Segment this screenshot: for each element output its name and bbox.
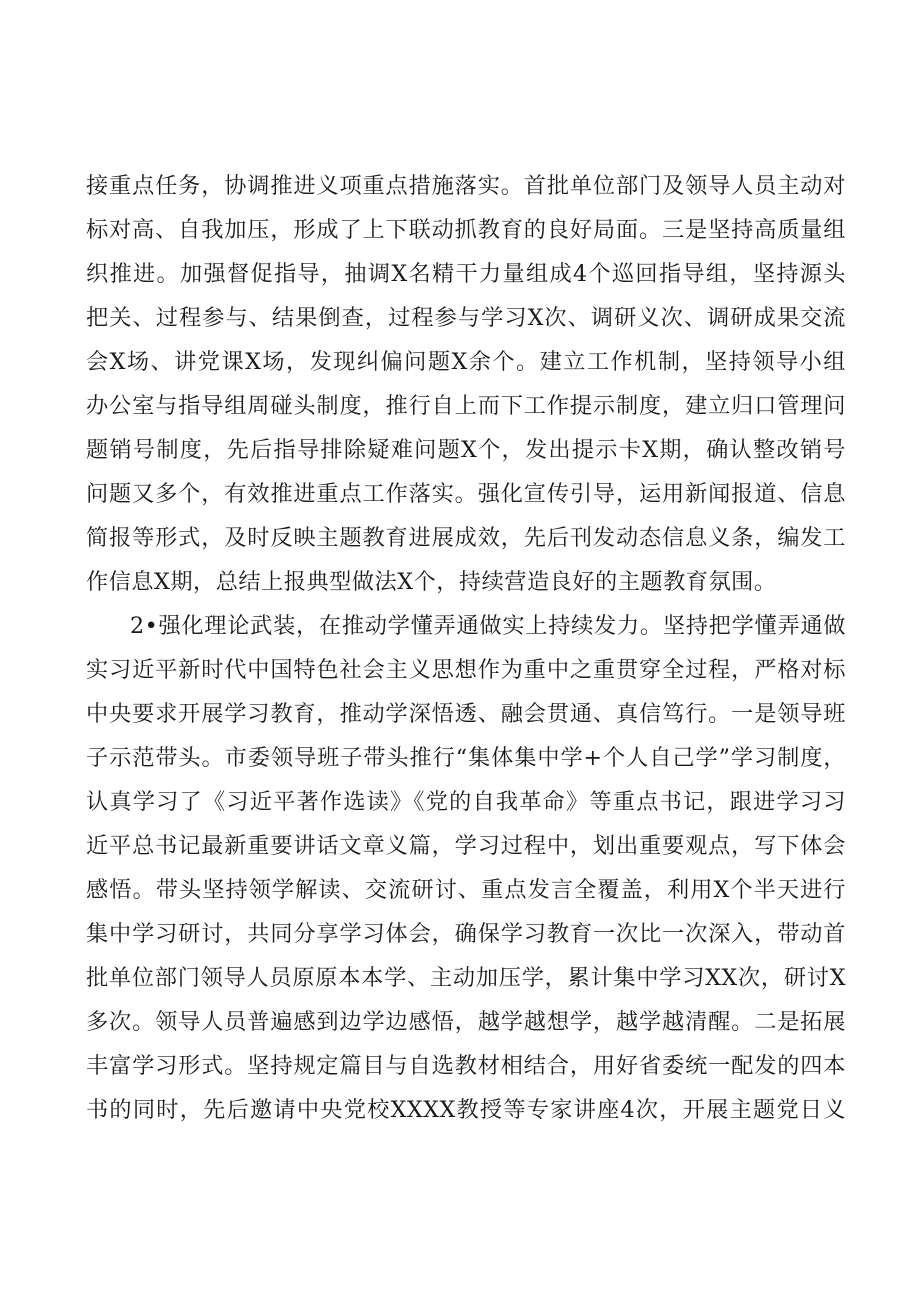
paragraph-line: 实习近平新时代中国特色社会主义思想作为重中之重贯穿全过程，严格对标: [86, 657, 846, 683]
paragraph-line: 认真学习了《习近平著作选读》《党的自我革命》等重点书记，跟进学习习: [86, 789, 846, 815]
paragraph-line: 办公室与指导组周碰头制度，推行自上而下工作提示制度，建立归口管理问: [86, 393, 846, 419]
paragraph-line: 简报等形式，及时反映主题教育进展成效，先后刊发动态信息义条，编发工: [86, 525, 846, 551]
paragraph-line: 多次。领导人员普遍感到边学边感悟，越学越想学，越学越清醒。二是拓展: [86, 1009, 846, 1035]
document-body: [86, 164, 846, 1132]
paragraph-line: 题销号制度，先后指导排除疑难问题X个，发出提示卡X期，确认整改销号: [86, 437, 846, 463]
paragraph-line: 织推进。加强督促指导，抽调X名精干力量组成4个巡回指导组，坚持源头: [86, 261, 846, 287]
paragraph-line: 会X场、讲党课X场，发现纠偏问题X余个。建立工作机制，坚持领导小组: [86, 349, 846, 375]
paragraph-line: 集中学习研讨，共同分享学习体会，确保学习教育一次比一次深入，带动首: [86, 921, 846, 947]
paragraph-line: 感悟。带头坚持领学解读、交流研讨、重点发言全覆盖，利用X个半天进行: [86, 877, 846, 903]
paragraph-line: 问题又多个，有效推进重点工作落实。强化宣传引导，运用新闻报道、信息: [86, 481, 846, 507]
paragraph-line: 中央要求开展学习教育，推动学深悟透、融会贯通、真信笃行。一是领导班: [86, 701, 846, 727]
paragraph-line: 标对高、自我加压，形成了上下联动抓教育的良好局面。三是坚持高质量组: [86, 217, 846, 243]
paragraph-line: 丰富学习形式。坚持规定篇目与自选教材相结合，用好省委统一配发的四本: [86, 1053, 846, 1079]
paragraph-2: [86, 604, 846, 1132]
paragraph-1: [86, 164, 846, 604]
paragraph-heading-line: 2•强化理论武装，在推动学懂弄通做实上持续发力。坚持把学懂弄通做: [130, 613, 846, 639]
paragraph-line: 接重点任务，协调推进义项重点措施落实。首批单位部门及领导人员主动对: [86, 173, 846, 199]
paragraph-line: 子示范带头。市委领导班子带头推行“集体集中学+个人自己学”学习制度，: [86, 745, 846, 771]
paragraph-line: 作信息X期，总结上报典型做法X个，持续营造良好的主题教育氛围。: [86, 569, 777, 595]
paragraph-line: 近平总书记最新重要讲话文章义篇，学习过程中，划出重要观点，写下体会: [86, 833, 846, 859]
paragraph-line: 把关、过程参与、结果倒查，过程参与学习X次、调研义次、调研成果交流: [86, 305, 846, 331]
paragraph-line: 批单位部门领导人员原原本本学、主动加压学，累计集中学习XX次，研讨X: [86, 965, 846, 991]
paragraph-line: 书的同时，先后邀请中央党校XXXX教授等专家讲座4次，开展主题党日义: [86, 1097, 846, 1123]
